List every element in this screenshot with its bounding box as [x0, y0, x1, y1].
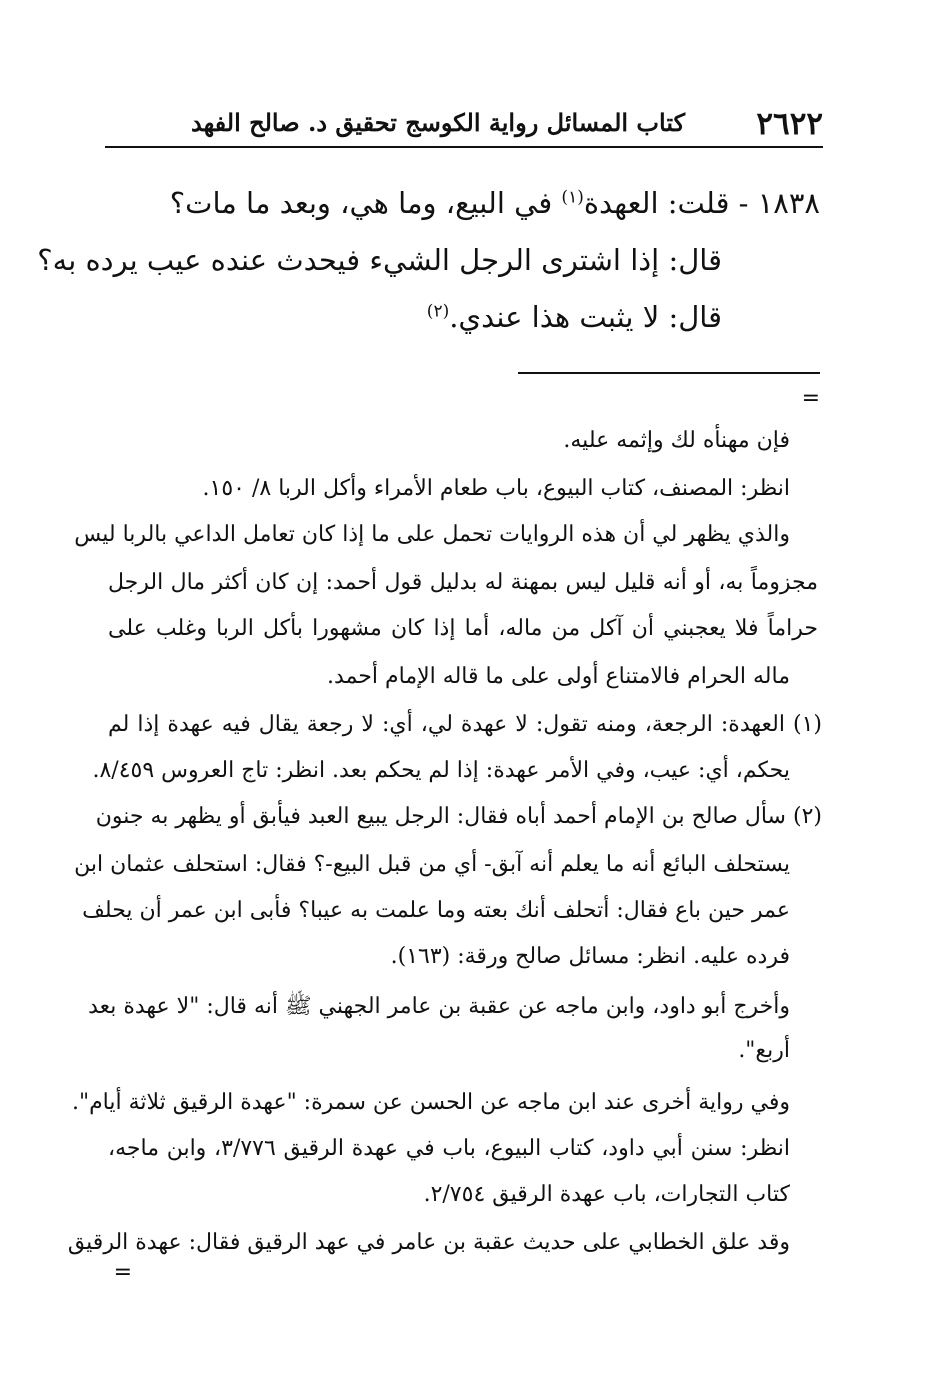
cont-line-2: انظر: المصنف، كتاب البيوع، باب طعام الأمراء وأكل الربا ٨/ ١٥٠.: [202, 476, 790, 501]
page-header: [105, 104, 823, 144]
footnote-2-line-10: وقد علق الخطابي على حديث عقبة بن عامر في عهد الرقيق فقال: عهدة الرقيق: [67, 1230, 790, 1255]
footnote-1-line-1: (١) العهدة: الرجعة، ومنه تقول: لا عهدة لي، أي: لا رجعة يقال فيه عهدة إذا لم: [108, 712, 822, 737]
footnote-2-line-5: وأخرج أبو داود، وابن ماجه عن عقبة بن عامر الجهني ﷺ أنه قال: "لا عهدة بعد: [88, 994, 790, 1019]
continuation-mark-bottom: =: [113, 1260, 132, 1285]
footnote-2-line-7: وفي رواية أخرى عند ابن ماجه عن الحسن عن سمرة: "عهدة الرقيق ثلاثة أيام".: [71, 1090, 790, 1115]
footnote-separator: [518, 372, 820, 374]
answer-text: قال: لا يثبت هذا عندي.: [449, 300, 722, 334]
continuation-mark-top: =: [801, 386, 820, 411]
header-rule: [105, 146, 823, 148]
cont-line-1: فإن مهنأه لك وإثمه عليه.: [563, 428, 790, 453]
question-text: ١٨٣٨ - قلت: العهدة: [583, 186, 820, 220]
footnote-2-line-8: انظر: سنن أبي داود، كتاب البيوع، باب في عهدة الرقيق ٣/٧٧٦، وابن ماجه،: [108, 1136, 790, 1161]
footnote-2-line-2: يستحلف البائع أنه ما يعلم أنه آبق- أي من قبل البيع-؟ فقال: استحلف عثمان ابن: [74, 852, 790, 877]
footnote-2-line-9: كتاب التجارات، باب عهدة الرقيق ٢/٧٥٤.: [423, 1182, 790, 1207]
footnote-2-line-3: عمر حين باع فقال: أتحلف أنك بعته وما علمت به عيبا؟ فأبى ابن عمر أن يحلف: [82, 898, 790, 923]
footnote-ref-2[interactable]: (٢): [426, 301, 450, 322]
footnote-2-line-1: (٢) سأل صالح بن الإمام أحمد أباه فقال: الرجل يبيع العبد فيأبق أو يظهر به جنون: [95, 804, 822, 829]
footnote-1-line-2: يحكم، أي: عيب، وفي الأمر عهدة: إذا لم يحكم بعد. انظر: تاج العروس ٨/٤٥٩.: [92, 758, 790, 783]
footnote-2-line-4: فرده عليه. انظر: مسائل صالح ورقة: (١٦٣).: [390, 944, 790, 969]
footnote-ref-1[interactable]: (١): [561, 187, 584, 208]
page-number: ٢٦٢٢: [756, 106, 823, 142]
cont-line-3: والذي يظهر لي أن هذه الروايات تحمل على ما إذا كان تعامل الداعي بالربا ليس: [74, 522, 790, 547]
running-title: كتاب المسائل رواية الكوسج تحقيق د. صالح الفهد: [190, 108, 685, 137]
footnote-2-line-6: أربع".: [738, 1038, 790, 1063]
cont-line-5: حراماً فلا يعجبني أن آكل من ماله، أما إذا كان مشهورا بأكل الربا وغلب على: [108, 616, 818, 641]
main-line-answer-2: [427, 300, 722, 334]
cont-line-4: مجزوماً به، أو أنه قليل ليس بمهنة له بدليل قول أحمد: إن كان أكثر مال الرجل: [108, 570, 818, 595]
main-line-question: [170, 186, 820, 220]
cont-line-6: ماله الحرام فالامتناع أولى على ما قاله الإمام أحمد.: [327, 664, 790, 689]
main-line-answer-1: قال: إذا اشترى الرجل الشيء فيحدث عنده عيب يرده به؟: [37, 243, 722, 277]
question-text-end: في البيع، وما هي، وبعد ما مات؟: [169, 186, 562, 220]
